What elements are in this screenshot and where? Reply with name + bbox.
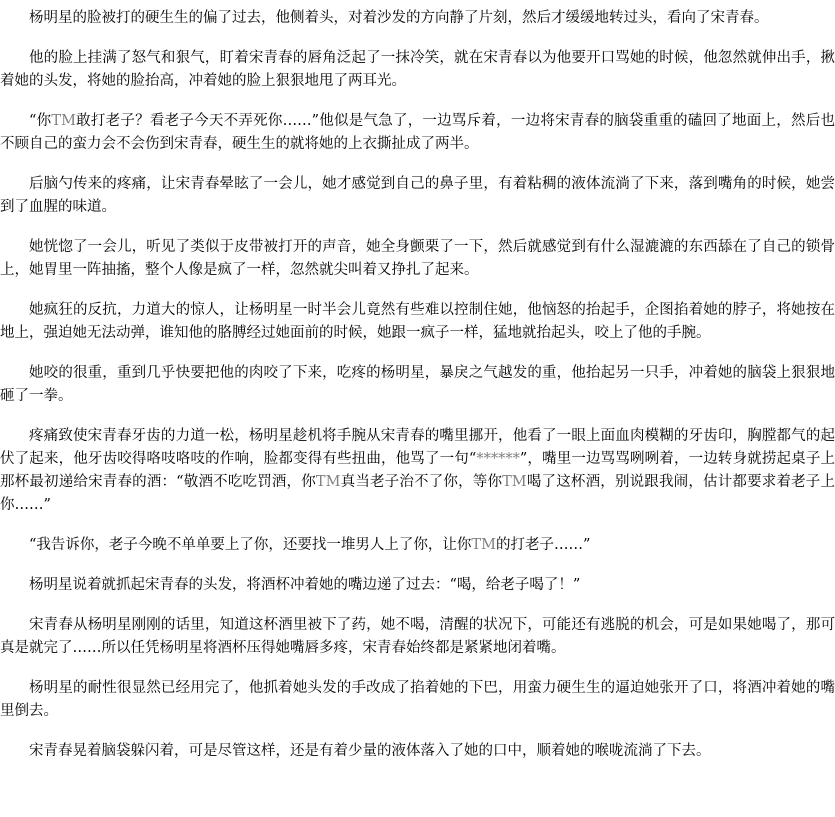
paragraph: 疼痛致使宋青春牙齿的力道一松，杨明星趁机将手腕从宋青春的嘴里挪开，他看了一眼上面血肉模糊的牙齿印，胸膛都气的起伏了起来，他牙齿咬得咯吱咯吱的作响，脸都变得有些扭曲，他骂了一句“******”，嘴里一边骂骂咧咧着，一边转身就捞起桌子上那杯最初递给宋青春的酒：“敬酒不吃吃罚酒，你TM真当老子治不了你，等你TM喝了这杯酒，别说跟我闹，估计都要求着老子上你……”: [0, 428, 835, 513]
paragraph: 宋青春从杨明星刚刚的话里，知道这杯酒里被下了药，她不喝，清醒的状况下，可能还有逃脱的机会，可是如果她喝了，那可真是就完了……所以任凭杨明星将酒杯压得她嘴唇多疼，宋青春始终都是紧紧地闭着嘴。: [0, 617, 835, 656]
paragraph: 她恍惚了一会儿，听见了类似于皮带被打开的声音，她全身颤栗了一下，然后就感觉到有什么湿漉漉的东西舔在了自己的锁骨上，她胃里一阵抽搐，整个人像是疯了一样，忽然就尖叫着又挣扎了起来。: [0, 239, 835, 278]
paragraph: 杨明星说着就抓起宋青春的头发，将酒杯冲着她的嘴边递了过去：“喝，给老子喝了！”: [29, 577, 581, 593]
paragraph: 他的脸上挂满了怒气和狠气，盯着宋青春的唇角泛起了一抹冷笑，就在宋青春以为他要开口骂她的时候，他忽然就伸出手，揪着她的头发，将她的脸抬高，冲着她的脸上狠狠地甩了两耳光。: [0, 50, 835, 89]
dim-text: ******: [476, 451, 520, 467]
paragraph: 杨明星的耐性很显然已经用完了，他抓着她头发的手改成了掐着她的下巴，用蛮力硬生生的逼迫她张开了口，将酒冲着她的嘴里倒去。: [0, 680, 835, 719]
paragraph: 她疯狂的反抗，力道大的惊人，让杨明星一时半会儿竟然有些难以控制住她，他恼怒的抬起手，企图掐着她的脖子，将她按在地上，强迫她无法动弹，谁知他的胳膊经过她面前的时候，她跟一疯子一样，猛地就抬起头，咬上了他的手腕。: [0, 302, 835, 341]
dim-text: TM: [51, 113, 76, 129]
dim-text: TM: [471, 537, 496, 553]
paragraph: 她咬的很重，重到几乎快要把他的肉咬了下来，吃疼的杨明星，暴戾之气越发的重，他抬起另一只手，冲着她的脑袋上狠狠地砸了一拳。: [0, 365, 835, 404]
dim-text: TM: [315, 474, 341, 490]
paragraph: 杨明星的脸被打的硬生生的偏了过去，他侧着头，对着沙发的方向静了片刻，然后才缓缓地转过头，看向了宋青春。: [29, 10, 769, 26]
paragraph: “我告诉你，老子今晚不单单要上了你，还要找一堆男人上了你，让你TM的打老子……”: [29, 537, 591, 553]
dim-text: TM: [502, 474, 527, 490]
paragraph: 后脑勺传来的疼痛，让宋青春晕眩了一会儿，她才感觉到自己的鼻子里，有着粘稠的液体流淌了下来，落到嘴角的时候，她尝到了血腥的味道。: [0, 176, 835, 215]
paragraph: “你TM敢打老子？看老子今天不弄死你……”他似是气急了，一边骂斥着，一边将宋青春的脑袋重重的磕回了地面上，然后也不顾自己的蛮力会不会伤到宋青春，硬生生的就将她的上衣撕扯成了两半。: [0, 113, 835, 152]
paragraph: 宋青春晃着脑袋躲闪着，可是尽管这样，还是有着少量的液体落入了她的口中，顺着她的喉咙流淌了下去。: [29, 743, 711, 759]
